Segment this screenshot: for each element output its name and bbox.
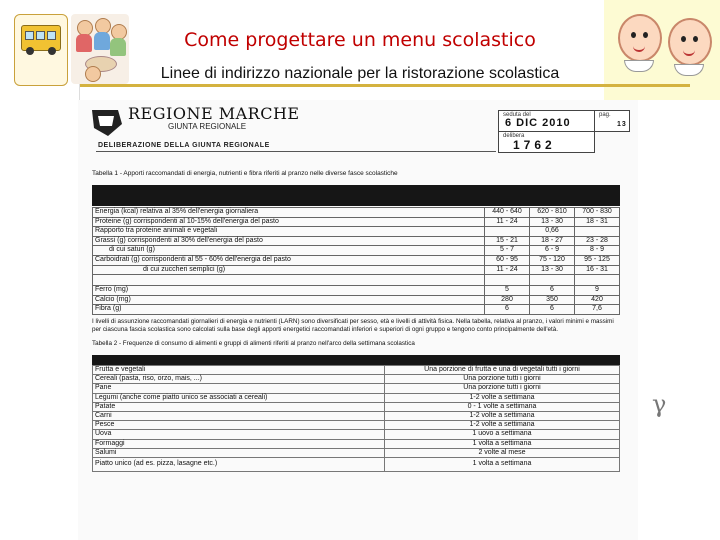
table1-cell-infanzia: 5 [485,286,530,296]
table2-frequencies [92,365,620,472]
table1-row [93,265,620,275]
table2-row [93,393,620,402]
table1-cell-infanzia: 6 [485,305,530,315]
table2-cell-food: Patate [93,402,385,411]
table2-cell-food: Pesce [93,421,385,430]
table1-cell-secondaria [575,227,620,237]
table2-cell-food: Cereali (pasta, riso, orzo, mais, ...) [93,375,385,384]
page-number-box: pag. 13 [594,110,630,132]
table1-cell-label [93,275,485,286]
table1-cell-label: di cui saturi (g) [93,246,485,256]
page-title: Come progettare un menu scolastico [184,29,536,51]
deliberation-heading: DELIBERAZIONE DELLA GIUNTA REGIONALE [98,142,270,149]
table1-cell-infanzia: 11 - 24 [485,265,530,275]
table1-cell-infanzia: 440 - 640 [485,208,530,218]
table1-cell-label: Grassi (g) corrispondenti al 30% dell'energia del pasto [93,236,485,246]
table2-cell-food: Piatto unico (ad es. pizza, lasagne etc.) [93,458,385,472]
table1-cell-secondaria: 23 - 28 [575,236,620,246]
table1-row [93,286,620,296]
table1-cell-primaria: 18 - 27 [530,236,575,246]
table1-cell-primaria: 6 - 9 [530,246,575,256]
table2-cell-frequency: Una porzione di frutta e una di vegetali tutti i giorni [385,366,620,375]
table1-cell-primaria: 6 [530,286,575,296]
table2-row [93,375,620,384]
table1-cell-label: Rapporto tra proteine animali e vegetali [93,227,485,237]
table1-cell-infanzia: 60 - 95 [485,255,530,265]
table2-cell-frequency: 1 uovo a settimana [385,430,620,439]
table1-cell-infanzia: 5 - 7 [485,246,530,256]
table1-cell-primaria: 620 - 810 [530,208,575,218]
table1-cell-primaria [530,275,575,286]
table1-cell-secondaria: 18 - 31 [575,217,620,227]
table2-cell-food: Legumi (anche come piatto unico se associati a cereali) [93,393,385,402]
table2-row [93,430,620,439]
table1-cell-secondaria [575,275,620,286]
table1-cell-primaria: 0,66 [530,227,575,237]
table1-cell-label: di cui zuccheri semplici (g) [93,265,485,275]
table1-cell-secondaria: 9 [575,286,620,296]
delibera-number-box: delibera 1762 [498,131,595,153]
table1-cell-secondaria: 7,6 [575,305,620,315]
table2-cell-frequency: 1 volta a settimana [385,439,620,448]
table1-cell-secondaria: 700 - 830 [575,208,620,218]
table2-cell-food: Formaggi [93,439,385,448]
region-name: REGIONE MARCHE [128,104,300,123]
header-divider [79,84,690,87]
table2-cell-food: Frutta e vegetali [93,366,385,375]
table1-cell-primaria: 6 [530,305,575,315]
table1-nutrients [92,207,620,315]
table2-row [93,384,620,393]
table1-row [93,305,620,315]
table2-cell-food: Uova [93,430,385,439]
table2-cell-frequency: Una porzione tutti i giorni [385,384,620,393]
table2-row [93,439,620,448]
table2-row [93,448,620,457]
table2-cell-frequency: 1 volta a settimana [385,458,620,472]
table2-cell-frequency: 2 volte al mese [385,448,620,457]
table1-cell-primaria: 75 - 120 [530,255,575,265]
table1-caption: Tabella 1 - Apporti raccomandati di energia, nutrienti e fibra riferiti al pranzo nelle diverse fasce scolastiche [92,170,398,177]
table2-cell-frequency: 1-2 volte a settimana [385,421,620,430]
table1-row [93,208,620,218]
table2-row [93,366,620,375]
table1-cell-secondaria: 95 - 125 [575,255,620,265]
table1-row [93,217,620,227]
table2-cell-food: Carni [93,412,385,421]
table2-cell-food: Pane [93,384,385,393]
table1-cell-primaria: 350 [530,295,575,305]
table2-row [93,412,620,421]
table1-cell-infanzia: 280 [485,295,530,305]
table1-cell-infanzia [485,275,530,286]
table2-cell-frequency: 1-2 volte a settimana [385,393,620,402]
larn-note: I livelli di assunzione raccomandati giornalieri di energia e nutrienti (LARN) sono diversificati per sesso, età e livelli di attività fisica. Nella tabella, relativa al pranzo, i valori minimi e massimi per ciascuna fascia scolastica sono calcolati sulla base degli apporti energetici raccomandati inferiori e superiori di ogni gruppo e tengono conto principalmente dell'età. [92,318,614,333]
table1-row [93,275,620,286]
table2-header [92,355,620,365]
table2-row [93,421,620,430]
table1-cell-secondaria: 420 [575,295,620,305]
table1-cell-primaria: 13 - 30 [530,217,575,227]
table1-cell-infanzia [485,227,530,237]
table1-row [93,236,620,246]
table1-header [92,185,620,206]
table2-caption: Tabella 2 - Frequenze di consumo di alimenti e gruppi di alimenti riferiti al pranzo nell'arco della settimana scolastica [92,340,415,347]
table1-cell-label: Ferro (mg) [93,286,485,296]
table1-cell-label: Proteine (g) corrispondenti al 10-15% dell'energia del pasto [93,217,485,227]
session-date-box: seduta del 6 DIC 2010 [498,110,595,132]
page-subtitle: Linee di indirizzo nazionale per la ristorazione scolastica [160,65,560,82]
table1-row [93,246,620,256]
table1-cell-label: Calcio (mg) [93,295,485,305]
scanned-document [78,100,638,540]
table2-cell-frequency: 0 - 1 volte a settimana [385,402,620,411]
table1-cell-label: Fibra (g) [93,305,485,315]
table2-cell-frequency: Una porzione tutti i giorni [385,375,620,384]
table1-row [93,255,620,265]
table1-cell-secondaria: 8 - 9 [575,246,620,256]
table1-row [93,227,620,237]
table1-cell-infanzia: 11 - 24 [485,217,530,227]
table1-cell-infanzia: 15 - 21 [485,236,530,246]
table1-cell-label: Carboidrati (g) corrispondenti al 55 - 60% dell'energia del pasto [93,255,485,265]
table1-row [93,295,620,305]
table1-cell-primaria: 13 - 30 [530,265,575,275]
table2-cell-frequency: 1-2 volte a settimana [385,412,620,421]
table2-cell-food: Salumi [93,448,385,457]
table2-row [93,458,620,472]
regione-marche-emblem-icon [88,106,126,140]
handwritten-mark-icon: γ [652,390,667,418]
table2-row [93,402,620,411]
table1-cell-label: Energia (kcal) relativa al 35% dell'energia giornaliera [93,208,485,218]
table1-cell-secondaria: 16 - 31 [575,265,620,275]
region-subtitle: GIUNTA REGIONALE [168,122,247,131]
